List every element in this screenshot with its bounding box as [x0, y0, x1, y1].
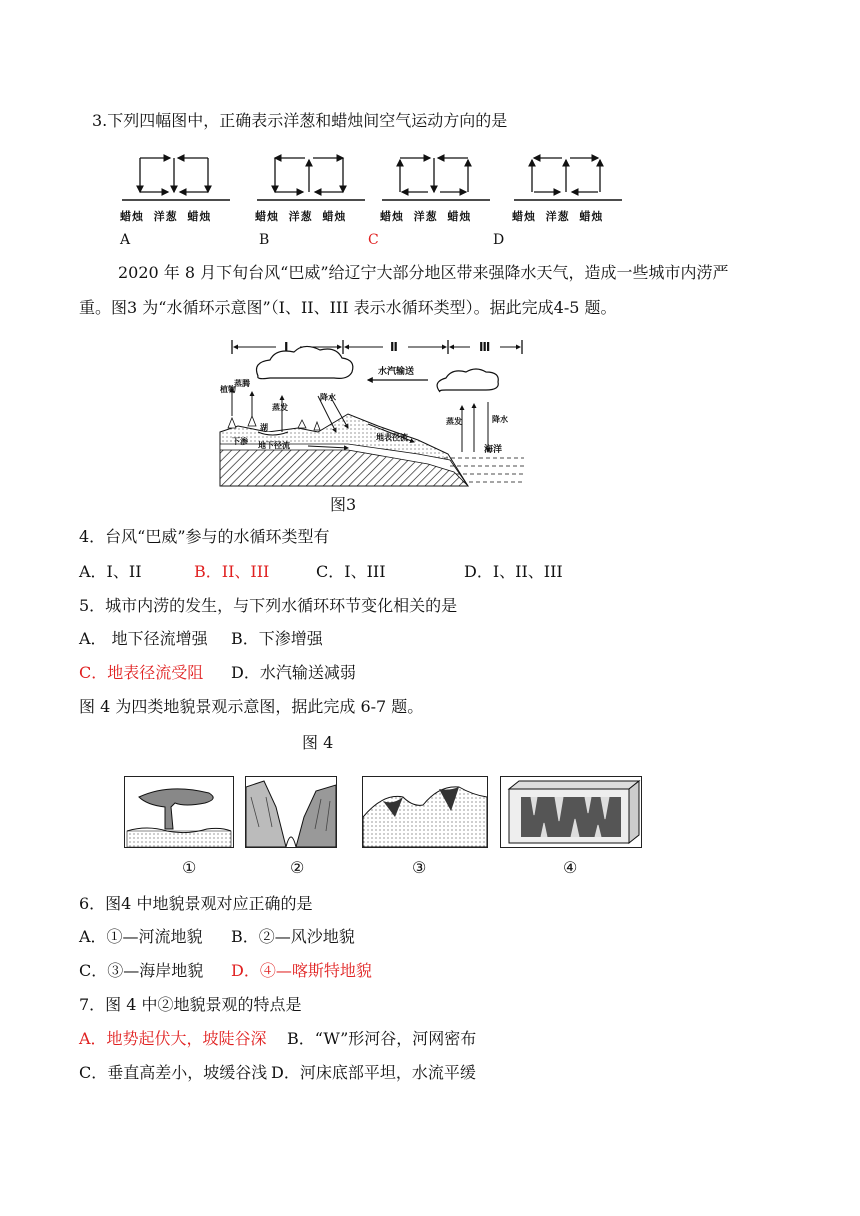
gorge-image	[246, 777, 336, 847]
q5-option-c: C．地表径流受阻	[79, 663, 204, 682]
cycle-type-i-label: I	[284, 340, 289, 354]
q7-option-d: D．河床底部平坦，水流平缓	[271, 1063, 476, 1082]
q3-option-a-letter: A	[120, 232, 131, 248]
airflow-diagram-b	[255, 148, 367, 208]
karst-cave-image	[501, 777, 641, 847]
transpiration-label: 蒸腾	[234, 379, 250, 388]
landform-panel-1	[124, 776, 234, 848]
candle-label: 蜡烛	[120, 210, 144, 223]
q7-option-a: A．地势起伏大，坡陡谷深	[79, 1029, 267, 1048]
precipitation-label: 降水	[320, 393, 336, 402]
plant-label: 植物	[220, 385, 236, 394]
onion-label: 洋葱	[288, 210, 313, 223]
landform-label-2: ②	[290, 858, 305, 877]
landform-panel-4	[500, 776, 642, 848]
q7-option-c: C．垂直高差小，坡缓谷浅	[79, 1063, 268, 1082]
q4-option-b: B．II、III	[194, 562, 270, 581]
landform-panel-3	[362, 776, 488, 848]
q3-diagram-b	[255, 148, 367, 228]
ocean-evaporation-label: 蒸发	[446, 417, 462, 426]
q4-stem: 4．台风“巴威”参与的水循环类型有	[79, 527, 330, 546]
q6-option-d: D．④—喀斯特地貌	[231, 961, 372, 980]
candle-label: 蜡烛	[187, 210, 212, 223]
q3-stem: 3.下列四幅图中，正确表示洋葱和蜡烛间空气运动方向的是	[92, 111, 508, 130]
q4-option-c: C．I、III	[316, 562, 386, 581]
lake-label: 湖	[260, 423, 268, 432]
q4-option-d: D．I、II、III	[464, 562, 563, 581]
onion-label: 洋葱	[545, 210, 570, 223]
candle-label: 蜡烛	[447, 210, 472, 223]
q6-stem: 6．图4 中地貌景观对应正确的是	[79, 894, 313, 913]
candle-label: 蜡烛	[255, 210, 279, 223]
landform-label-4: ④	[563, 858, 578, 877]
infiltration-label: 下渗	[232, 437, 248, 446]
candle-label: 蜡烛	[380, 210, 404, 223]
landform-panel-2	[245, 776, 337, 848]
q5-option-a: A． 地下径流增强	[79, 629, 208, 648]
candle-label: 蜡烛	[322, 210, 347, 223]
candle-label: 蜡烛	[512, 210, 536, 223]
q3-diagram-c	[380, 148, 492, 228]
evaporation-label: 蒸发	[272, 403, 288, 412]
q3-option-d-letter: D	[493, 232, 505, 248]
intro-4-5-line1: 2020 年 8 月下旬台风“巴威”给辽宁大部分地区带来强降水天气，造成一些城市内涝严	[118, 263, 729, 282]
q3-diagram-a	[120, 148, 232, 228]
surface-runoff-label: 地表径流	[376, 433, 408, 442]
cycle-type-ii-label: Ⅱ	[390, 340, 398, 354]
airflow-diagram-c	[380, 148, 492, 208]
water-cycle-diagram	[218, 336, 524, 488]
q6-option-a: A．①—河流地貌	[79, 927, 203, 946]
figure-3-caption: 图3	[330, 495, 357, 514]
q6-option-c: C．③—海岸地貌	[79, 961, 204, 980]
underground-runoff-label: 地下径流	[258, 441, 290, 450]
q3-option-b-letter: B	[259, 232, 270, 248]
candle-label: 蜡烛	[579, 210, 604, 223]
ocean-label: 海洋	[484, 445, 503, 455]
landform-label-3: ③	[412, 858, 427, 877]
onion-label: 洋葱	[413, 210, 438, 223]
q7-option-b: B．“W”形河谷，河网密布	[287, 1029, 477, 1048]
landform-label-1: ①	[182, 858, 197, 877]
q5-option-b: B．下渗增强	[231, 629, 323, 648]
airflow-diagram-d	[512, 148, 624, 208]
q7-stem: 7．图 4 中②地貌景观的特点是	[79, 995, 302, 1014]
q3-option-c-letter: C	[368, 232, 379, 248]
intro-6-7: 图 4 为四类地貌景观示意图，据此完成 6-7 题。	[79, 697, 424, 716]
ocean-precipitation-label: 降水	[492, 415, 508, 424]
dune-image	[363, 777, 487, 847]
q5-option-d: D．水汽输送减弱	[231, 663, 356, 682]
vapor-transport-label: 水汽输送	[378, 367, 415, 377]
q5-stem: 5．城市内涝的发生，与下列水循环环节变化相关的是	[79, 596, 458, 615]
mushroom-rock-image	[125, 777, 233, 847]
onion-label: 洋葱	[153, 210, 178, 223]
q6-option-b: B．②—风沙地貌	[231, 927, 355, 946]
figure-4-caption: 图 4	[302, 733, 334, 752]
airflow-diagram-a	[120, 148, 232, 208]
q3-diagram-d	[512, 148, 624, 228]
cycle-type-iii-label: Ⅲ	[479, 340, 491, 354]
intro-4-5-line2: 重。图3 为“水循环示意图”（I、II、III 表示水循环类型）。据此完成4-5 题。	[79, 298, 617, 317]
q4-option-a: A．I、II	[79, 562, 142, 581]
